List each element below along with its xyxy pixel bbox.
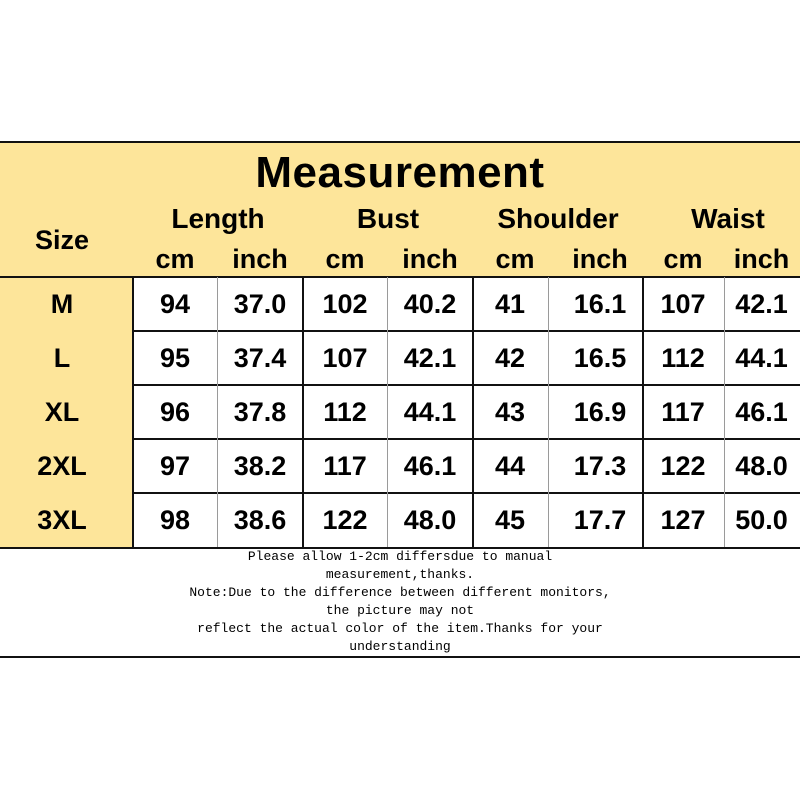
table-cell: 40.2: [403, 288, 457, 319]
table-cell: 16.1: [573, 288, 627, 319]
table-cell: 96: [159, 396, 191, 427]
table-cell: 45: [494, 504, 526, 535]
table-cell: 37.8: [233, 396, 287, 427]
table-cell: 44.1: [735, 342, 788, 373]
table-cell: 122: [660, 450, 706, 481]
unit-header-length-cm: cm: [155, 243, 195, 274]
table-cell: 48.0: [403, 504, 457, 535]
unit-header-bust-cm: cm: [325, 243, 365, 274]
group-header-bust: Bust: [356, 203, 420, 234]
table-cell: 42.1: [735, 288, 788, 319]
table-cell: 41: [494, 288, 526, 319]
table-cell: 127: [660, 504, 706, 535]
note-line: reflect the actual color of the item.Thanks for your: [197, 621, 603, 636]
table-cell: 42: [494, 342, 526, 373]
table-cell: 44: [494, 450, 526, 481]
unit-header-shoulder-inch: inch: [572, 243, 628, 274]
table-cell: 16.5: [573, 342, 627, 373]
table-cell: 112: [661, 342, 705, 373]
row-size-label: 2XL: [37, 450, 87, 481]
table-cell: 43: [494, 396, 526, 427]
column-divider: [472, 277, 474, 547]
table-cell: 37.4: [233, 342, 287, 373]
row-size-label: 3XL: [37, 504, 87, 535]
table-cell: 94: [159, 288, 191, 319]
row-size-label: L: [53, 342, 71, 373]
table-cell: 38.6: [233, 504, 287, 535]
column-divider-thin: [548, 277, 549, 547]
table-cell: 42.1: [403, 342, 457, 373]
chart-title: Measurement: [255, 148, 545, 197]
table-cell: 46.1: [735, 396, 788, 427]
size-header: Size: [34, 224, 90, 255]
column-divider: [302, 277, 304, 547]
table-cell: 37.0: [233, 288, 287, 319]
table-cell: 95: [159, 342, 191, 373]
table-cell: 122: [322, 504, 368, 535]
column-divider: [642, 277, 644, 547]
row-divider: [133, 384, 800, 386]
table-cell: 17.3: [573, 450, 627, 481]
group-header-shoulder: Shoulder: [497, 203, 619, 234]
column-divider-thin: [724, 277, 725, 547]
table-cell: 38.2: [233, 450, 287, 481]
note-line: understanding: [349, 639, 451, 654]
unit-header-length-inch: inch: [232, 243, 288, 274]
notes: [0, 548, 800, 656]
row-divider: [133, 492, 800, 494]
table-cell: 44.1: [403, 396, 457, 427]
unit-header-shoulder-cm: cm: [495, 243, 535, 274]
note-line: measurement,thanks.: [325, 567, 475, 582]
row-divider: [133, 438, 800, 440]
note-line: Please allow 1-2cm differsdue to manual: [247, 549, 553, 564]
row-divider: [133, 330, 800, 332]
group-header-length: Length: [171, 203, 265, 234]
size-chart: [0, 141, 800, 659]
table-cell: 17.7: [573, 504, 627, 535]
table-cell: 112: [323, 396, 367, 427]
table-cell: 107: [322, 342, 368, 373]
table-cell: 50.0: [735, 504, 788, 535]
row-size-label: M: [50, 288, 74, 319]
group-header-waist: Waist: [691, 203, 765, 234]
table-cell: 48.0: [735, 450, 788, 481]
table-cell: 117: [661, 396, 705, 427]
table-cell: 16.9: [573, 396, 627, 427]
table-cell: 98: [159, 504, 191, 535]
table-cell: 97: [159, 450, 191, 481]
table-cell: 117: [323, 450, 367, 481]
table-cell: 46.1: [403, 450, 457, 481]
row-size-label: XL: [44, 396, 80, 427]
unit-header-waist-inch: inch: [733, 243, 790, 274]
note-line: Note:Due to the difference between different monitors,: [189, 585, 611, 600]
column-divider-thin: [387, 277, 388, 547]
note-line: the picture may not: [325, 603, 475, 618]
chart-bottom-border: [0, 656, 800, 658]
unit-header-bust-inch: inch: [402, 243, 458, 274]
unit-header-waist-cm: cm: [663, 243, 703, 274]
table-cell: 107: [660, 288, 706, 319]
measurement-table: [0, 277, 800, 547]
table-cell: 102: [322, 288, 368, 319]
column-divider-thin: [217, 277, 218, 547]
column-divider: [132, 277, 134, 547]
